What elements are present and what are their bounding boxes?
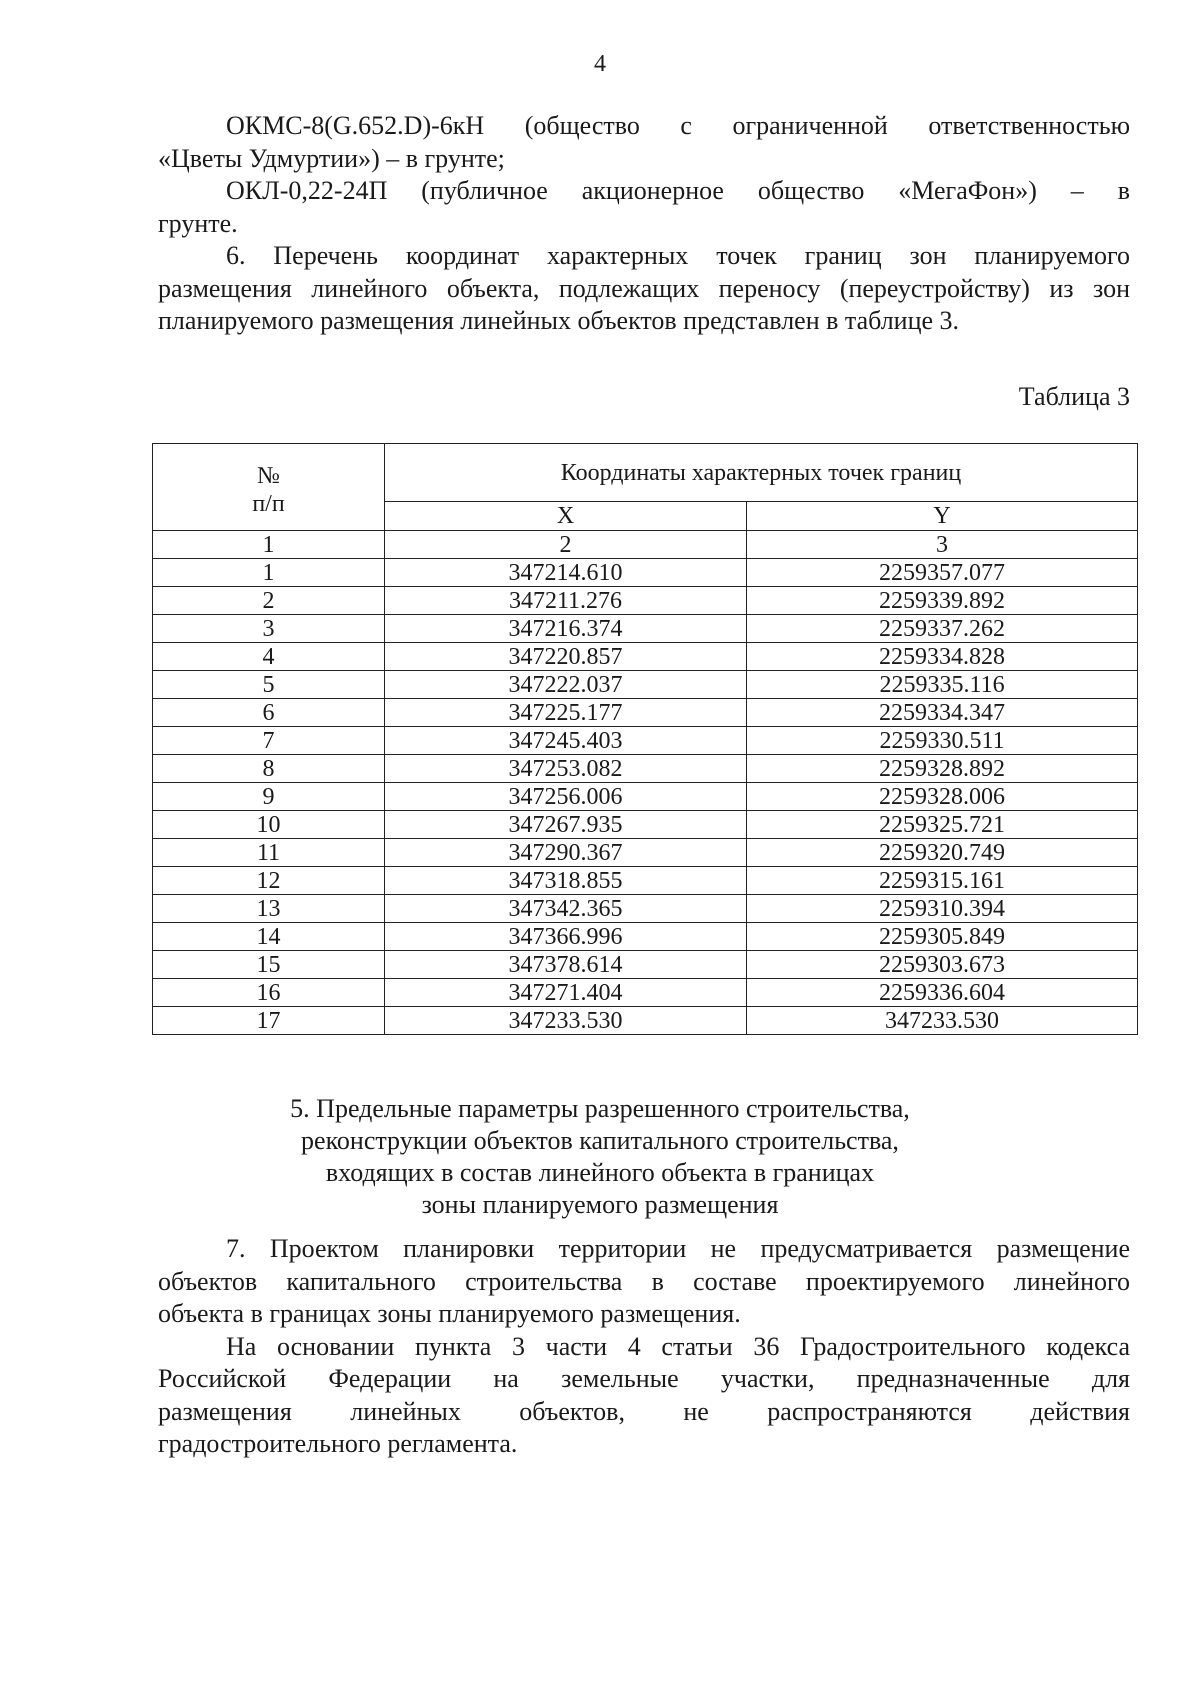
heading-line: реконструкции объектов капитального строительства, [301, 1126, 899, 1155]
header-number-sign: № [257, 463, 280, 489]
x-coordinate-cell: 347220.857 [385, 643, 747, 671]
section-heading [0, 1093, 1200, 1221]
table-row [153, 923, 1138, 951]
text-line: На основании пункта 3 части 4 статьи 36 Градостроительного кодекса [226, 1331, 1130, 1361]
text-line: Российской Федерации на земельные участки, предназначенные для [158, 1364, 1130, 1393]
y-coordinate-cell: 2259334.828 [747, 643, 1138, 671]
x-coordinate-cell: 347253.082 [385, 755, 747, 783]
table-row [153, 643, 1138, 671]
text-line: размещения линейного объекта, подлежащих переносу (переустройству) из зон [158, 273, 1130, 303]
y-coordinate-cell: 2259334.347 [747, 699, 1138, 727]
y-coordinate-cell: 2259328.892 [747, 755, 1138, 783]
heading-line: входящих в состав линейного объекта в границах [325, 1158, 875, 1187]
table-row [153, 979, 1138, 1007]
header-number-label: п/п [252, 491, 285, 517]
coordinates-table [152, 443, 1138, 1035]
table-row [153, 1007, 1138, 1035]
heading-line: зоны планируемого размещения [421, 1190, 779, 1219]
header-number [153, 444, 385, 531]
point-number-cell: 15 [153, 951, 385, 979]
point-number-cell: 10 [153, 811, 385, 839]
y-coordinate-cell: 2259305.849 [747, 923, 1138, 951]
point-number-cell: 17 [153, 1007, 385, 1035]
y-coordinate-cell: 2259357.077 [747, 559, 1138, 587]
table-row [153, 951, 1138, 979]
text-line: 7. Проектом планировки территории не предусматривается размещение [226, 1234, 1130, 1263]
text-line: объекта в границах зоны планируемого размещения. [158, 1299, 741, 1328]
point-number-cell: 16 [153, 979, 385, 1007]
point-number-cell: 5 [153, 671, 385, 699]
text-line: градостроительного регламента. [158, 1429, 518, 1458]
table-row [153, 587, 1138, 615]
y-coordinate-cell: 2259336.604 [747, 979, 1138, 1007]
x-coordinate-cell: 347267.935 [385, 811, 747, 839]
index-cell: 1 [153, 531, 385, 559]
paragraph-6 [158, 240, 1130, 338]
x-coordinate-cell: 347342.365 [385, 895, 747, 923]
text-line: грунте. [158, 208, 238, 238]
table-index-row [153, 531, 1138, 559]
x-coordinate-cell: 347290.367 [385, 839, 747, 867]
x-coordinate-cell: 347216.374 [385, 615, 747, 643]
y-coordinate-cell: 2259320.749 [747, 839, 1138, 867]
table-row [153, 615, 1138, 643]
x-coordinate-cell: 347245.403 [385, 727, 747, 755]
y-coordinate-cell: 2259328.006 [747, 783, 1138, 811]
header-coordinates: Координаты характерных точек границ [385, 444, 1138, 502]
closing-text [158, 1233, 1130, 1461]
table-row [153, 895, 1138, 923]
table-row [153, 671, 1138, 699]
x-coordinate-cell: 347256.006 [385, 783, 747, 811]
y-coordinate-cell: 2259337.262 [747, 615, 1138, 643]
table-row [153, 839, 1138, 867]
paragraph-legal-basis [158, 1331, 1130, 1461]
index-cell: 2 [385, 531, 747, 559]
text-line: размещения линейных объектов, не распространяются действия [158, 1396, 1130, 1426]
header-y: Y [747, 502, 1138, 531]
y-coordinate-cell: 2259315.161 [747, 867, 1138, 895]
x-coordinate-cell: 347211.276 [385, 587, 747, 615]
text-line: объектов капитального строительства в составе проектируемого линейного [158, 1266, 1130, 1296]
page-number: 4 [594, 51, 606, 77]
point-number-cell: 2 [153, 587, 385, 615]
table-row [153, 811, 1138, 839]
paragraph-7 [158, 1233, 1130, 1331]
table-body [153, 531, 1138, 1035]
x-coordinate-cell: 347233.530 [385, 1007, 747, 1035]
intro-text [158, 110, 1130, 338]
text-line: планируемого размещения линейных объектов представлен в таблице 3. [158, 306, 960, 335]
table-row [153, 783, 1138, 811]
y-coordinate-cell: 2259325.721 [747, 811, 1138, 839]
x-coordinate-cell: 347271.404 [385, 979, 747, 1007]
x-coordinate-cell: 347378.614 [385, 951, 747, 979]
y-coordinate-cell: 2259335.116 [747, 671, 1138, 699]
heading-line: 5. Предельные параметры разрешенного строительства, [290, 1094, 910, 1123]
y-coordinate-cell: 347233.530 [747, 1007, 1138, 1035]
point-number-cell: 8 [153, 755, 385, 783]
x-coordinate-cell: 347318.855 [385, 867, 747, 895]
x-coordinate-cell: 347222.037 [385, 671, 747, 699]
point-number-cell: 12 [153, 867, 385, 895]
index-cell: 3 [747, 531, 1138, 559]
paragraph-okms [158, 110, 1130, 175]
point-number-cell: 9 [153, 783, 385, 811]
y-coordinate-cell: 2259303.673 [747, 951, 1138, 979]
table-row [153, 699, 1138, 727]
point-number-cell: 11 [153, 839, 385, 867]
text-line: 6. Перечень координат характерных точек границ зон планируемого [226, 241, 1130, 270]
y-coordinate-cell: 2259330.511 [747, 727, 1138, 755]
point-number-cell: 13 [153, 895, 385, 923]
x-coordinate-cell: 347366.996 [385, 923, 747, 951]
text-line: «Цветы Удмуртии») – в грунте; [158, 143, 505, 173]
point-number-cell: 1 [153, 559, 385, 587]
point-number-cell: 3 [153, 615, 385, 643]
header-x: X [385, 502, 747, 531]
table-row [153, 755, 1138, 783]
point-number-cell: 6 [153, 699, 385, 727]
table-header-row [153, 444, 1138, 502]
table-caption: Таблица 3 [1018, 382, 1130, 411]
table-row [153, 727, 1138, 755]
point-number-cell: 14 [153, 923, 385, 951]
point-number-cell: 4 [153, 643, 385, 671]
x-coordinate-cell: 347214.610 [385, 559, 747, 587]
table-row [153, 559, 1138, 587]
text-line: ОКЛ-0,22-24П (публичное акционерное общество «МегаФон») – в [226, 176, 1130, 205]
table-row [153, 867, 1138, 895]
y-coordinate-cell: 2259310.394 [747, 895, 1138, 923]
text-line: ОКМС-8(G.652.D)-6кН (общество с ограниченной ответственностью [226, 111, 1130, 140]
point-number-cell: 7 [153, 727, 385, 755]
paragraph-okl [158, 175, 1130, 240]
x-coordinate-cell: 347225.177 [385, 699, 747, 727]
y-coordinate-cell: 2259339.892 [747, 587, 1138, 615]
